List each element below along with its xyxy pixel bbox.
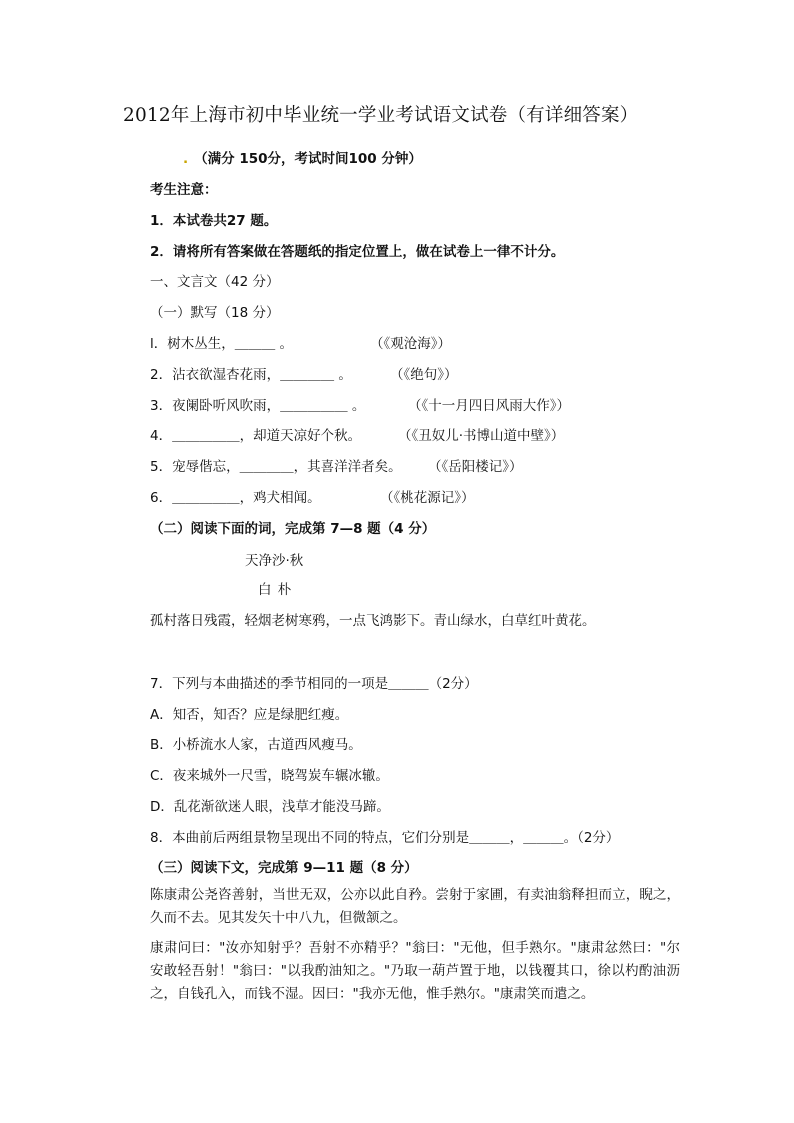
exam-info [183,150,422,168]
exam-info-text: （满分 150分，考试时间100 分钟） [194,151,422,167]
q7-option-d: D．乱花渐欲迷人眼，浅草才能没马蹄。 [150,799,390,815]
recite-source-4: （《丑奴儿·书博山道中壁》） [398,428,565,444]
poem-author: 白 朴 [258,582,293,598]
recite-source-6: （《桃花源记》） [380,490,475,506]
notice-item-1: 1．本试卷共27 题。 [150,213,278,229]
q7-option-b: B．小桥流水人家，古道西风瘦马。 [150,737,362,753]
part1-heading: （一）默写（18 分） [150,305,280,321]
q7-option-a: A．知否，知否？应是绿肥红瘦。 [150,707,349,723]
recite-item-6: 6．＿＿＿＿＿，鸡犬相闻。 [150,490,321,506]
section1-heading: 一、文言文（42 分） [150,274,280,290]
recite-item-4: 4．＿＿＿＿＿，却道天凉好个秋。 [150,428,362,444]
poem-title: 天净沙·秋 [245,553,304,569]
recite-source-1: （《观沧海》） [370,336,451,352]
q7-stem: 7．下列与本曲描述的季节相同的一项是＿＿＿（2分） [150,676,478,692]
recite-source-2: （《绝句》） [390,367,458,383]
recite-item-2: 2．沾衣欲湿杏花雨，＿＿＿＿ 。 [150,367,352,383]
passage-paragraph-2: 康肃问曰："汝亦知射乎？吾射不亦精乎？"翁曰："无他，但手熟尔。"康肃忿然曰："尔安敢轻吾射！"翁曰："以我酌油知之。"乃取一葫芦置于地，以钱覆其口，徐以杓酌油沥之，自钱孔入，而钱不湿。因曰："我亦无他，惟手熟尔。"康肃笑而遣之。 [150,940,680,1002]
q8-stem: 8．本曲前后两组景物呈现出不同的特点，它们分别是＿＿＿，＿＿＿。（2分） [150,830,620,846]
recite-source-5: （《岳阳楼记》） [428,459,523,475]
recite-item-1: l．树木丛生，＿＿＿ 。 [150,336,294,352]
passage-paragraph-1: 陈康肃公尧咨善射，当世无双，公亦以此自矜。尝射于家圃，有卖油翁释担而立，睨之，久而不去。见其发矢十中八九，但微颔之。 [150,887,680,926]
notice-item-2: 2．请将所有答案做在答题纸的指定位置上，做在试卷上一律不计分。 [150,244,565,260]
part2-heading: （二）阅读下面的词，完成第 7—8 题（4 分） [150,521,436,537]
poem-text: 孤村落日残霞，轻烟老树寒鸦，一点飞鸿影下。青山绿水，白草红叶黄花。 [150,613,596,629]
part3-heading: （三）阅读下文，完成第 9—11 题（8 分） [150,860,418,876]
bullet-dot-icon: . [183,151,189,167]
q7-option-c: C．夜来城外一尺雪，晓驾炭车辗冰辙。 [150,768,389,784]
exam-title: 2012年上海市初中毕业统一学业考试语文试卷（有详细答案） [123,105,639,126]
recite-source-3: （《十一月四日风雨大作》） [408,398,570,414]
recite-item-5: 5．宠辱偕忘，＿＿＿＿，其喜洋洋者矣。 [150,459,402,475]
recite-item-3: 3．夜阑卧听风吹雨，＿＿＿＿＿ 。 [150,398,366,414]
notice-heading: 考生注意： [150,182,218,198]
